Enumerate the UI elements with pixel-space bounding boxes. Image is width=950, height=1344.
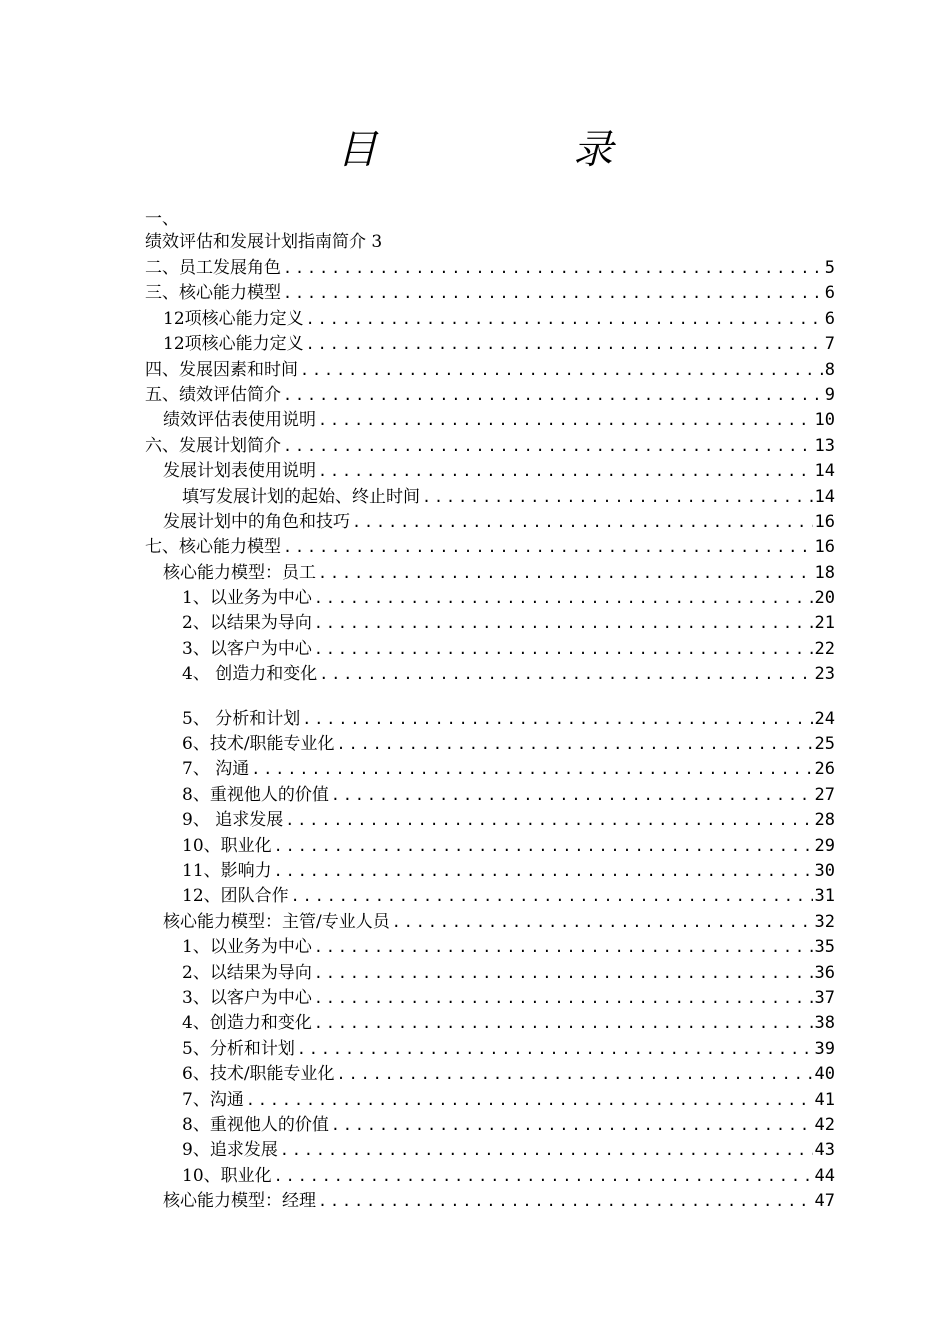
toc-entry-page-number: 40	[814, 1064, 835, 1085]
toc-dot-leader	[274, 1164, 813, 1189]
toc-entry-title: 11、影响力	[182, 860, 272, 881]
toc-entry[interactable]	[145, 834, 835, 859]
toc-entry-title: 10、职业化	[182, 1165, 272, 1186]
toc-entry[interactable]	[145, 281, 835, 306]
toc-dot-leader	[319, 662, 812, 687]
toc-entry-page-number: 38	[814, 1013, 835, 1034]
toc-entry[interactable]	[145, 1088, 835, 1113]
toc-entries	[145, 256, 835, 1214]
toc-entry[interactable]	[145, 910, 835, 935]
toc-entry[interactable]	[145, 1011, 835, 1036]
toc-dot-leader	[314, 611, 813, 636]
toc-entry-title: 12项核心能力定义	[163, 334, 304, 355]
toc-entry[interactable]	[145, 808, 835, 833]
toc-preamble-line-1: 一、	[145, 209, 179, 229]
toc-entry[interactable]	[145, 1037, 835, 1062]
toc-entry[interactable]	[145, 408, 835, 433]
toc-entry-title: 10、职业化	[182, 835, 272, 856]
toc-entry-title: 2、以结果为导向	[182, 962, 312, 983]
toc-entry-page-number: 27	[814, 784, 835, 805]
toc-entry[interactable]	[145, 783, 835, 808]
toc-entry[interactable]	[145, 561, 835, 586]
toc-dot-leader	[352, 510, 813, 535]
toc-entry-title: 2、以结果为导向	[182, 613, 312, 634]
toc-preamble-line-2[interactable]: 绩效评估和发展计划指南简介 3	[145, 232, 383, 252]
toc-entry-title: 7、沟通	[182, 1089, 244, 1110]
toc-dot-leader	[422, 485, 813, 510]
toc-entry[interactable]	[145, 459, 835, 484]
toc-entry[interactable]	[145, 1113, 835, 1138]
toc-entry-title: 二、员工发展角色	[145, 258, 281, 278]
toc-dot-leader	[314, 986, 813, 1011]
toc-entry-page-number: 30	[814, 860, 835, 881]
toc-entry-page-number: 13	[814, 435, 835, 456]
toc-entry[interactable]	[145, 1189, 835, 1214]
toc-entry-page-number: 23	[814, 664, 835, 685]
toc-dot-leader	[274, 859, 813, 884]
toc-entry-page-number: 9	[824, 384, 835, 405]
toc-entry-page-number: 22	[814, 638, 835, 659]
toc-entry[interactable]	[145, 358, 835, 383]
toc-dot-leader	[337, 732, 813, 757]
toc-dot-leader	[297, 1037, 813, 1062]
toc-dot-leader	[318, 1189, 813, 1214]
toc-dot-leader	[314, 586, 813, 611]
toc-entry-title: 核心能力模型：员工	[163, 562, 316, 583]
toc-entry-title: 12项核心能力定义	[163, 308, 304, 329]
toc-dot-leader	[285, 808, 812, 833]
toc-entry-page-number: 29	[814, 835, 835, 856]
toc-entry[interactable]	[145, 307, 835, 332]
toc-entry-page-number: 28	[814, 810, 835, 831]
toc-dot-leader	[314, 935, 813, 960]
toc-dot-leader	[283, 281, 823, 306]
toc-entry[interactable]	[145, 586, 835, 611]
toc-dot-leader	[302, 707, 812, 732]
toc-dot-leader	[331, 1113, 813, 1138]
toc-entry-page-number: 32	[814, 911, 835, 932]
toc-dot-leader	[291, 884, 813, 909]
toc-entry-title: 9、追求发展	[182, 1140, 278, 1161]
toc-entry-title: 7、 沟通	[182, 759, 250, 780]
toc-entry-title: 核心能力模型：经理	[163, 1191, 316, 1212]
toc-entry[interactable]	[145, 1062, 835, 1087]
toc-entry-page-number: 6	[824, 283, 835, 304]
toc-entry-page-number: 26	[814, 759, 835, 780]
toc-dot-leader	[306, 332, 823, 357]
toc-entry-title: 六、发展计划简介	[145, 435, 281, 456]
toc-entry[interactable]	[145, 859, 835, 884]
toc-entry-title: 3、以客户为中心	[182, 638, 312, 659]
toc-entry-title: 8、重视他人的价值	[182, 784, 329, 805]
toc-entry-page-number: 7	[824, 334, 835, 355]
toc-entry-page-number: 36	[814, 962, 835, 983]
toc-entry-page-number: 31	[814, 886, 835, 907]
toc-entry-page-number: 35	[814, 937, 835, 958]
toc-dot-leader	[283, 256, 823, 281]
toc-dot-leader	[300, 358, 823, 383]
toc-entry-title: 3、以客户为中心	[182, 987, 312, 1008]
toc-entry-page-number: 24	[814, 708, 835, 729]
toc-dot-leader	[337, 1062, 813, 1087]
toc-entry-title: 9、 追求发展	[182, 810, 284, 831]
toc-entry-title: 绩效评估表使用说明	[163, 410, 316, 431]
toc-entry-title: 填写发展计划的起始、终止时间	[182, 486, 420, 507]
toc-entry-title: 6、技术/职能专业化	[182, 734, 335, 755]
toc-entry[interactable]	[145, 485, 835, 510]
toc-entry-page-number: 10	[814, 410, 835, 431]
toc-entry-title: 三、核心能力模型	[145, 283, 281, 304]
toc-entry[interactable]	[145, 637, 835, 662]
toc-dot-leader	[314, 961, 813, 986]
toc-entry[interactable]	[145, 510, 835, 535]
toc-entry-page-number: 37	[814, 987, 835, 1008]
toc-entry-page-number: 47	[814, 1191, 835, 1212]
toc-entry-page-number: 43	[814, 1140, 835, 1161]
toc-entry-page-number: 18	[814, 562, 835, 583]
toc-dot-leader	[283, 434, 813, 459]
toc-entry-title: 1、以业务为中心	[182, 588, 312, 609]
toc-entry[interactable]	[145, 757, 835, 782]
toc-entry-title: 6、技术/职能专业化	[182, 1064, 335, 1085]
toc-entry-page-number: 14	[814, 461, 835, 482]
toc-dot-leader	[251, 757, 812, 782]
toc-entry-page-number: 8	[824, 359, 835, 380]
toc-entry-title: 四、发展因素和时间	[145, 359, 298, 380]
toc-entry[interactable]	[145, 611, 835, 636]
toc-dot-leader	[306, 307, 823, 332]
toc-entry[interactable]	[145, 434, 835, 459]
toc-entry[interactable]	[145, 332, 835, 357]
toc-entry[interactable]	[145, 884, 835, 909]
toc-dot-leader	[246, 1088, 813, 1113]
toc-entry-title: 七、核心能力模型	[145, 537, 281, 558]
toc-entry-title: 4、 创造力和变化	[182, 664, 318, 685]
toc-dot-leader	[283, 535, 813, 560]
toc-dot-leader	[283, 383, 823, 408]
toc-entry-page-number: 14	[814, 486, 835, 507]
toc-entry-page-number: 5	[824, 258, 835, 278]
toc-entry-title: 5、分析和计划	[182, 1038, 295, 1059]
toc-entry-page-number: 20	[814, 588, 835, 609]
toc-entry[interactable]	[145, 1138, 835, 1163]
table-of-contents	[145, 208, 835, 1214]
toc-entry-title: 4、创造力和变化	[182, 1013, 312, 1034]
toc-entry[interactable]	[145, 383, 835, 408]
toc-entry[interactable]	[145, 707, 835, 732]
toc-entry[interactable]	[145, 662, 835, 687]
toc-dot-leader	[314, 637, 813, 662]
toc-entry-page-number: 16	[814, 511, 835, 532]
toc-entry-title: 核心能力模型：主管/专业人员	[163, 911, 390, 932]
toc-entry-page-number: 41	[814, 1089, 835, 1110]
toc-entry-title: 5、 分析和计划	[182, 708, 301, 729]
toc-entry-page-number: 39	[814, 1038, 835, 1059]
toc-entry-page-number: 6	[824, 308, 835, 329]
toc-entry-title: 发展计划表使用说明	[163, 461, 316, 482]
toc-dot-leader	[392, 910, 813, 935]
page-title: 目 录	[337, 127, 691, 173]
toc-entry[interactable]	[145, 535, 835, 560]
toc-entry[interactable]	[145, 961, 835, 986]
toc-entry[interactable]	[145, 256, 835, 281]
toc-entry-title: 五、绩效评估简介	[145, 384, 281, 405]
toc-entry-page-number: 16	[814, 537, 835, 558]
toc-dot-leader	[331, 783, 813, 808]
toc-entry-title: 8、重视他人的价值	[182, 1114, 329, 1135]
toc-entry-page-number: 21	[814, 613, 835, 634]
toc-entry-title: 12、团队合作	[182, 886, 289, 907]
toc-entry-title: 1、以业务为中心	[182, 937, 312, 958]
toc-entry-page-number: 42	[814, 1114, 835, 1135]
toc-entry[interactable]	[145, 935, 835, 960]
toc-dot-leader	[318, 561, 813, 586]
toc-entry[interactable]	[145, 732, 835, 757]
toc-dot-leader	[274, 834, 813, 859]
toc-dot-leader	[318, 408, 813, 433]
toc-entry-title: 发展计划中的角色和技巧	[163, 511, 350, 532]
toc-entry-page-number: 44	[814, 1165, 835, 1186]
toc-dot-leader	[314, 1011, 813, 1036]
toc-dot-leader	[318, 459, 813, 484]
toc-dot-leader	[280, 1138, 813, 1163]
toc-entry-page-number: 25	[814, 734, 835, 755]
toc-entry[interactable]	[145, 986, 835, 1011]
toc-entry[interactable]	[145, 1164, 835, 1189]
